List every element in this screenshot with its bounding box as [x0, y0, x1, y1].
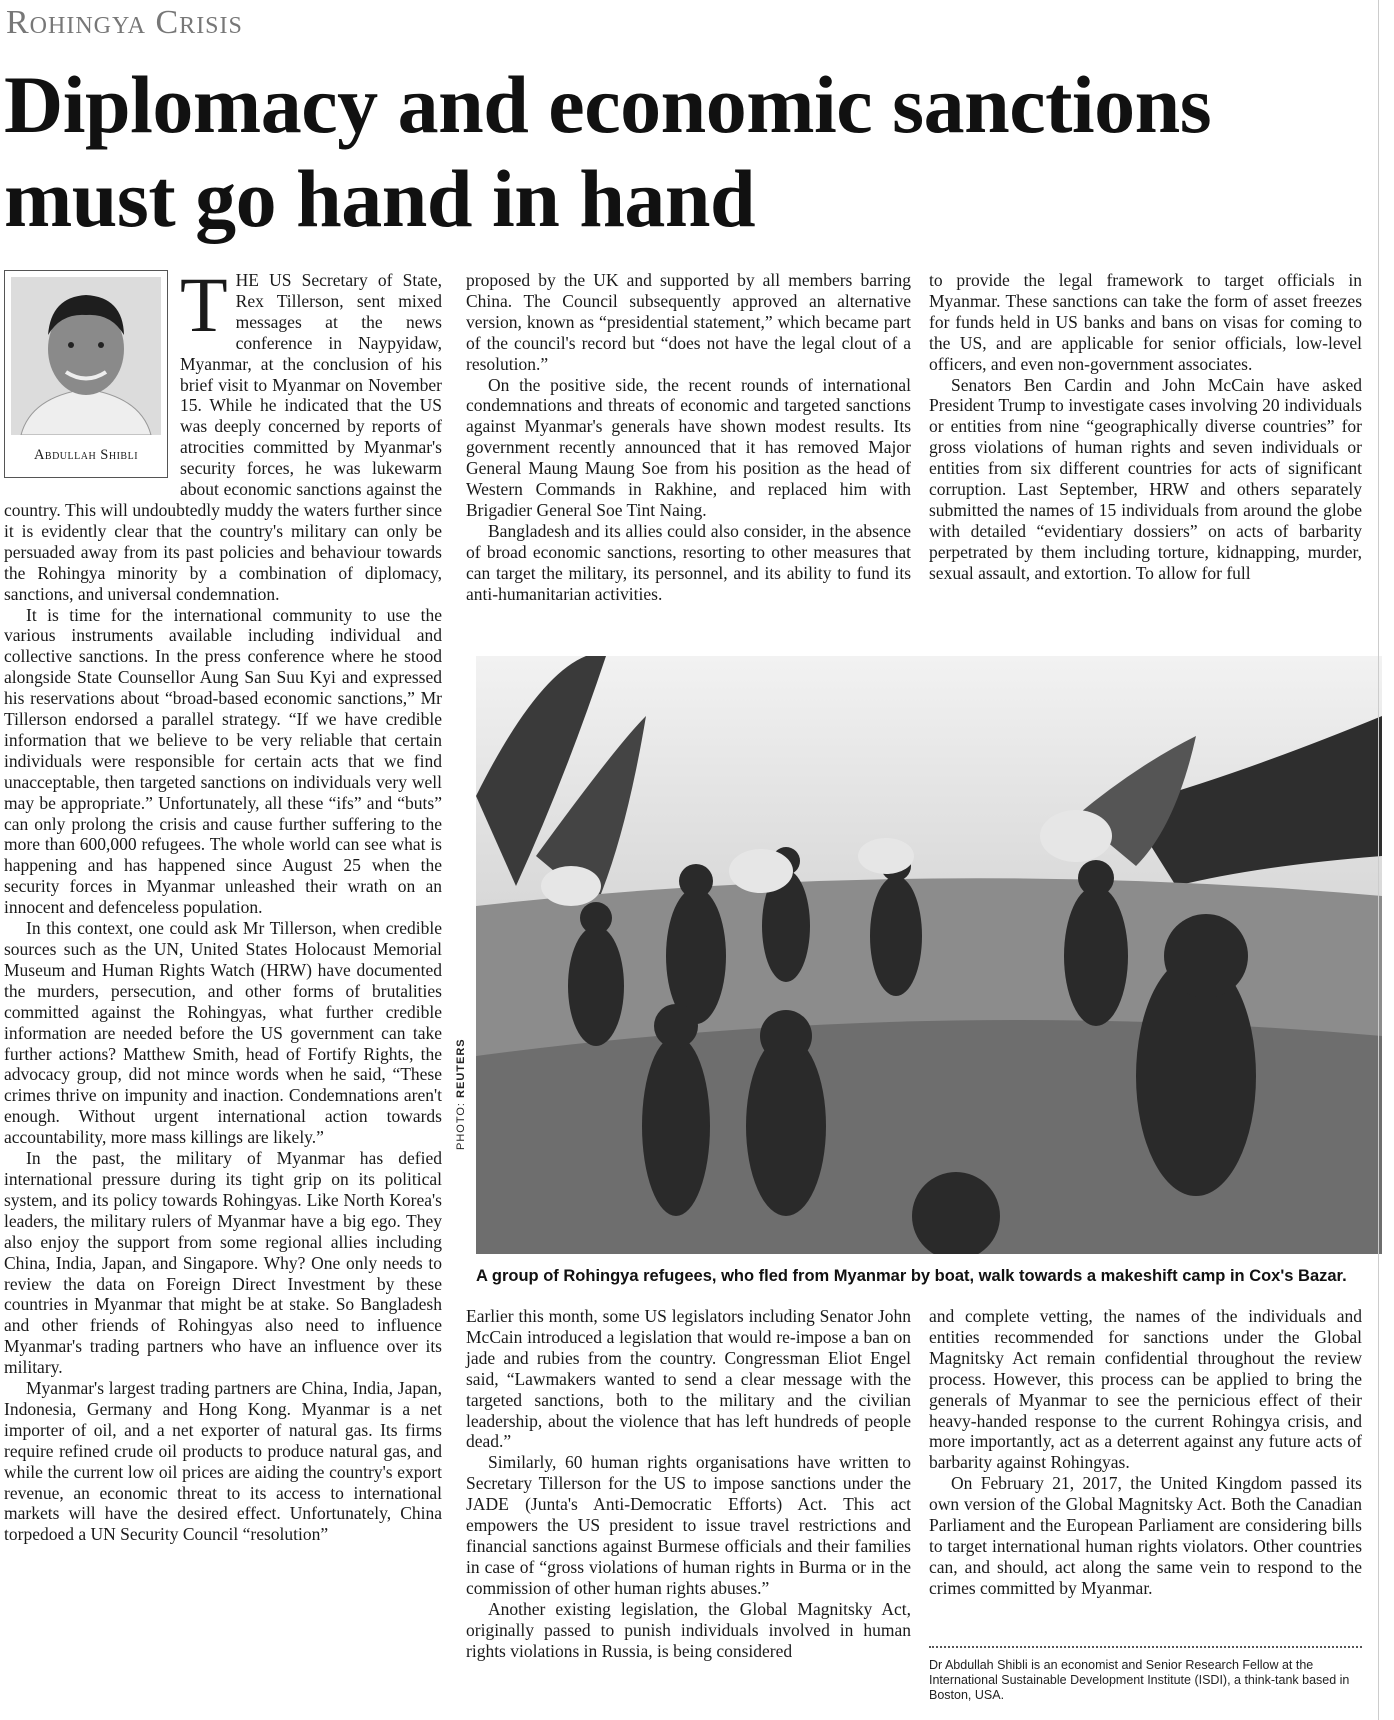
news-photo: [476, 656, 1382, 1254]
photo-caption: A group of Rohingya refugees, who fled from Myanmar by boat, walk towards a makeshift camp in Cox's Bazar.: [476, 1267, 1347, 1285]
paragraph: HE US Secretary of State, Rex Tillerson, sent mixed messages at the news conference in Naypyidaw, Myanmar, at the conclusion of his brief visit to Myanmar on November 15. While he indicated that the US was deeply concerned by reports of atrocities committed by Myanmar's security forces, he was lukewarm about economic sanctions against the country. This will undoubtedly muddy the waters further since it is evidently clear that the country's military can only be persuaded away from its past policies and behaviour towards the Rohingya minority by a combination of diplomacy, sanctions, and universal condemnation.: [4, 270, 442, 604]
photo-credit: [455, 1038, 467, 1150]
paragraph: In the past, the military of Myanmar has defied international pressure during its tight grip on its political system, and its policy towards Rohingyas. Like North Korea's leaders, the military rulers of Myanmar have a big ego. They also enjoy the support from some regional allies including China, India, Japan, and Singapore. Why? One only needs to review the data on Foreign Direct Investment by these countries in Myanmar that might be at stake. So Bangladesh and other friends of Rohingyas also need to influence Myanmar's trading partners who have an influence over its military.: [4, 1148, 442, 1378]
paragraph: Myanmar's largest trading partners are China, India, Japan, Indonesia, Germany and Hong Kong. Myanmar is a net importer of oil, and a net exporter of natural gas. Its firms require refined crude oil products to produce natural gas, and while the current low oil prices are aiding the country's export revenue, an economic threat to its access to international markets will have the desired effect. Unfortunately, China torpedoed a UN Security Council “resolution”: [4, 1378, 442, 1545]
paragraph: In this context, one could ask Mr Tillerson, when credible sources such as the UN, United States Holocaust Memorial Museum and Human Rights Watch (HRW) have documented the murders, persecution, and other forms of brutalities committed against the Rohingyas, what further credible information are needed before the US government can take further actions? Matthew Smith, head of Fortify Rights, the advocacy group, did not mince words when he said, “These crimes thrive on impunity and inaction. Condemnations aren't enough. Without urgent international action towards accountability, more mass killings are likely.”: [4, 918, 442, 1148]
paragraph: Earlier this month, some US legislators including Senator John McCain introduced a legislation that would re-impose a ban on jade and rubies from the country. Congressman Eliot Engel said, “Lawmakers wanted to send a clear message with the targeted sanctions, both to the military and the civilian leadership, about the violence that has left hundreds of people dead.”: [466, 1306, 911, 1452]
paragraph: to provide the legal framework to target officials in Myanmar. These sanctions can take the form of asset freezes for funds held in US banks and bans on visas for coming to the US, and are applicable for senior officials, low-level officers, and even non-government associates.: [929, 270, 1362, 374]
paragraph: On the positive side, the recent rounds of international condemnations and threats of economic and targeted sanctions against Myanmar's generals have shown modest results. Its government recently announced that it has removed Major General Maung Maung Soe from his position as the head of Western Commands in Rakhine, and replaced him with Brigadier General Soe Tint Naing.: [466, 374, 911, 520]
author-box: [4, 270, 168, 478]
column-1: [4, 261, 442, 1545]
column-3: [929, 270, 1362, 584]
author-bio: Dr Abdullah Shibli is an economist and Senior Research Fellow at the International Sustainable Development Institute (ISDI), a think-tank based in Boston, USA.: [929, 1658, 1350, 1702]
column-2: [466, 270, 911, 605]
paragraph: and complete vetting, the names of the individuals and entities recommended for sanctions under the Global Magnitsky Act remain confidential throughout the review process. However, this process can be applied to bring the generals of Myanmar to see the pernicious effect of their heavy-handed response to the current Rohingya crisis, and more importantly, act as a deterrent against any future acts of barbarity against Rohingyas.: [929, 1306, 1362, 1473]
page-edge-divider: [1378, 0, 1379, 1720]
column-2-bottom: [466, 1306, 911, 1661]
photo-credit-source: REUTERS: [455, 1038, 467, 1098]
column-3-bottom: [929, 1306, 1362, 1599]
paragraph: Senators Ben Cardin and John McCain have asked President Trump to investigate cases involving 20 individuals or entities from nine “geographically diverse countries” for gross violations of human rights and seven individuals or entities from six different countries for acts of significant corruption. Last September, HRW and others separately submitted the names of 15 individuals from around the globe with detailed “evidentiary dossiers” on acts of barbarity perpetrated by them including torture, kidnapping, murder, sexual assault, and extortion. To allow for full: [929, 374, 1362, 583]
paragraph: On February 21, 2017, the United Kingdom passed its own version of the Global Magnitsky Act. Both the Canadian Parliament and the European Parliament are considering bills to target international human rights violators. Other countries can, and should, act along the same vein to respond to the crimes committed by Myanmar.: [929, 1473, 1362, 1598]
paragraph: It is time for the international community to use the various instruments available including individual and collective sanctions. In the press conference where he stood alongside State Counsellor Aung San Suu Kyi and expressed his reservations about “broad-based economic sanctions,” Mr Tillerson endorsed a parallel strategy. “If we have credible information that we believe to be very reliable that certain individuals were responsible for certain acts that we find unacceptable, then targeted sanctions on individuals very well may be appropriate.” Unfortunately, all these “ifs” and “buts” can only prolong the crisis and cause further suffering to the more than 600,000 refugees. The whole world can see what is happening and has happened since August 25 when the security forces in Myanmar unleashed their wrath on an innocent and defenceless population.: [4, 604, 442, 918]
paragraph: proposed by the UK and supported by all members barring China. The Council subsequently approved an alternative version, known as “presidential statement,” which became part of the council's record but “does not have the legal clout of a resolution.”: [466, 270, 911, 374]
dropcap: T: [180, 261, 228, 348]
headline: Diplomacy and economic sanctions must go hand in hand: [4, 59, 1212, 244]
photo-credit-label: PHOTO:: [455, 1102, 467, 1150]
author-photo: [11, 277, 161, 435]
author-portrait-icon: [11, 277, 161, 435]
author-name: Abdullah Shibli: [33, 447, 139, 463]
refugees-photo-icon: [476, 656, 1382, 1254]
paragraph: Bangladesh and its allies could also consider, in the absence of broad economic sanctions, resorting to other measures that can target the military, its personnel, and its ability to fund its anti-humanitarian activities.: [466, 520, 911, 604]
paragraph: Similarly, 60 human rights organisations have written to Secretary Tillerson for the US to impose sanctions under the JADE (Junta's Anti-Democratic Efforts) Act. This act empowers the US president to issue travel restrictions and financial sanctions against Burmese officials and their families in case of “gross violations of human rights in Burma or in the commission of other human rights abuses.”: [466, 1452, 911, 1598]
section-kicker: Rohingya Crisis: [6, 4, 243, 41]
paragraph: Another existing legislation, the Global Magnitsky Act, originally passed to punish individuals involved in human rights violations in Russia, is being considered: [466, 1598, 911, 1661]
bio-divider: [929, 1646, 1362, 1648]
